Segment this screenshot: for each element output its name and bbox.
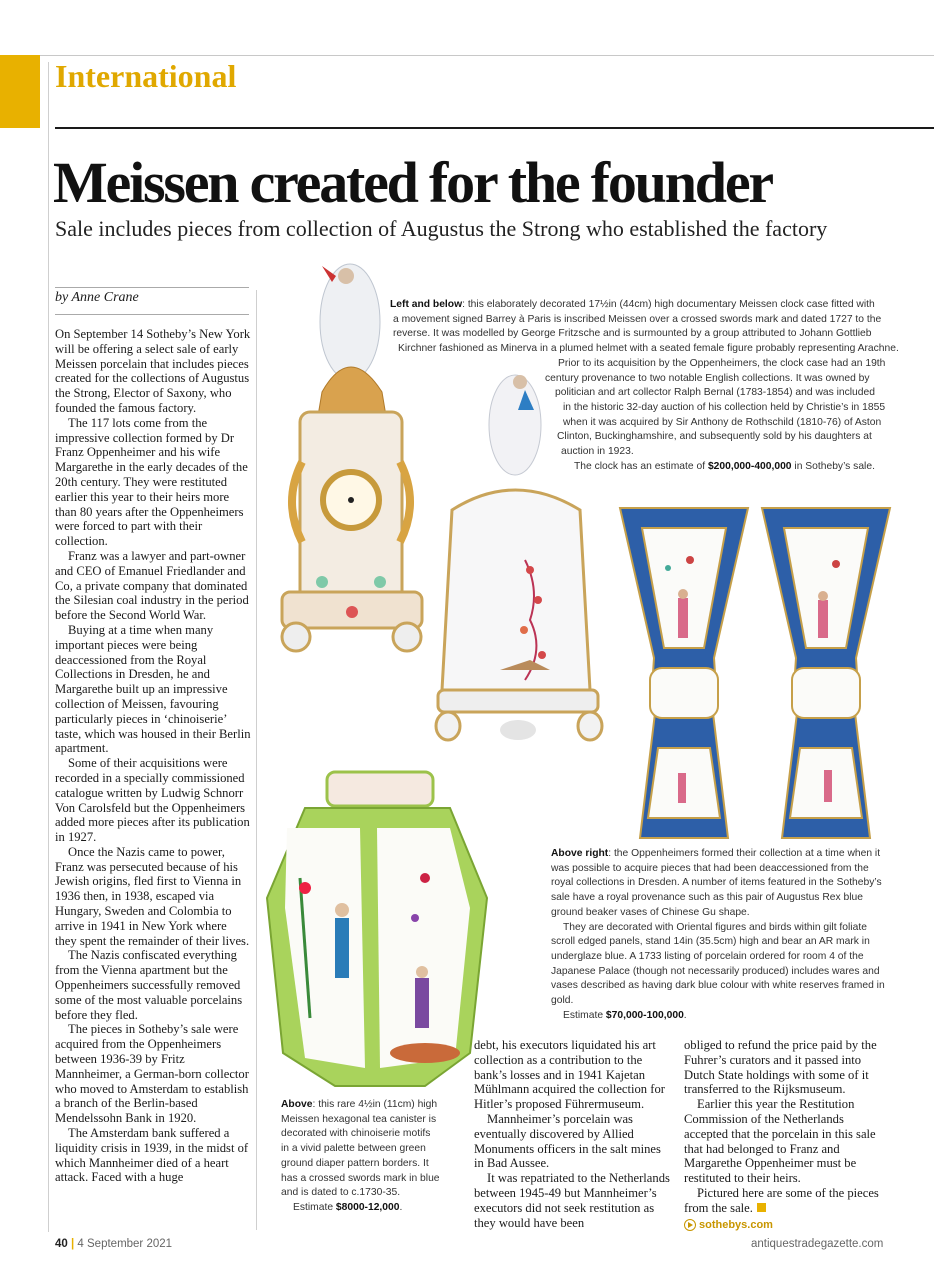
estimate-suffix: . xyxy=(399,1201,403,1213)
paragraph: On September 14 Sotheby’s New York will be offering a select sale of early Meissen porcelain that includes pieces created for the collections of Augustus the Strong, Elector of Saxony, who founded the famous factory. xyxy=(55,327,251,415)
paragraph: It was repatriated to the Netherlands between 1945-49 but Mannheimer’s executors did not seek restitution as they would have been xyxy=(474,1171,670,1230)
estimate-prefix: The clock has an estimate of xyxy=(574,460,708,472)
website-label: sothebys.com xyxy=(699,1218,773,1231)
standfirst: Sale includes pieces from collection of Augustus the Strong who established the factory xyxy=(55,216,828,241)
paragraph: The pieces in Sotheby’s sale were acquired from the Oppenheimers between 1936-39 by Fritz Mannheimer, a German-born collector who moved to Amsterdam to establish a branch of the Berlin-based Mendelssohn Bank in 1920. xyxy=(55,1022,249,1126)
closing-sentence: Pictured here are some of the pieces from the sale. xyxy=(684,1185,879,1215)
paragraph: Franz was a lawyer and part-owner and CEO of Emanuel Friedlander and Co, a private company that dominated the Silesian coal industry in the period before the Second World War. xyxy=(55,548,249,623)
page-title: Meissen created for the founder xyxy=(53,150,772,215)
caption-line: politician and art collector Ralph Bernal (1783-1854) and was included xyxy=(555,387,875,399)
byline-rule xyxy=(55,314,249,315)
website-link[interactable] xyxy=(684,1218,773,1233)
page-number: 40 xyxy=(55,1238,68,1250)
paragraph: Earlier this year the Restitution Commission of the Netherlands accepted that the porcelain in this sale that had belonged to Franz and Margarethe Oppenheimer must be restituted to their heirs. xyxy=(684,1097,876,1186)
caption-vases xyxy=(551,847,886,1023)
vase-right xyxy=(762,508,890,838)
caption-tea-canister xyxy=(281,1098,441,1216)
footer-left xyxy=(55,1238,172,1250)
paragraph: obliged to refund the price paid by the Fuhrer’s curators and it passed into Dutch State holdings with some of it transferred to the Rijksmuseum. xyxy=(684,1038,877,1097)
paragraph: Buying at a time when many important pieces were being deaccessioned from the Royal Collections in Dresden, he and Margarethe built up an impressive collection of Meissen, favouring particularly pieces in ‘chinoiserie’ taste, which was housed in their Berlin apartment. xyxy=(55,622,251,756)
column-rule xyxy=(256,290,257,1230)
paragraph: The 117 lots come from the impressive collection formed by Dr Franz Oppenheimer and his wife Margarethe in the early decades of the 20th century. They were restituted earlier this year to their heirs more than 80 years after the Oppenheimers were forced to part with their collection. xyxy=(55,415,248,549)
paragraph xyxy=(684,1186,880,1216)
caption-clock xyxy=(390,298,899,474)
byline: by Anne Crane xyxy=(55,290,139,305)
end-mark-icon xyxy=(757,1203,766,1212)
paragraph: Once the Nazis came to power, Franz was persecuted because of his Jewish origins, fled first to Vienna in 1936 then, in 1938, escaped via Hungary, Sweden and Colombia to arrive in 1941 in New York where they spent the remainder of their lives. xyxy=(55,844,250,948)
caption-label: Above xyxy=(281,1099,313,1110)
byline-rule xyxy=(55,287,249,288)
caption-line: auction in 1923. xyxy=(561,446,634,458)
caption-text: : the Oppenheimers formed their collection at a time when it was possible to acquire pieces that had been deaccessioned from the royal collections in Dresden. A number of items featured in the Sotheby’s sale have a royal provenance such as this pair of Augustus Rex blue ground beaker vases of Chinese Gu shape. xyxy=(551,848,882,918)
paragraph: Mannheimer’s porcelain was eventually discovered by Allied Monuments officers in the salt mines in Bad Aussee. xyxy=(474,1111,661,1171)
estimate-value: $200,000-400,000 xyxy=(707,460,792,472)
caption-label: Above right xyxy=(551,848,609,859)
caption-line: Clinton, Buckinghamshire, and subsequently sold by his daughters at xyxy=(557,431,872,443)
caption-line: a movement signed Barrey à Paris is inscribed Meissen over a crossed swords mark and dated 1727 to the xyxy=(393,313,882,325)
vase-left xyxy=(620,508,748,838)
caption-line: century provenance to two notable English collections. It was owned by xyxy=(545,372,870,384)
caption-line: reverse. It was modelled by George Fritzsche and is surmounted by a group attributed to Johann Gottlieb xyxy=(393,328,872,340)
article-column-3 xyxy=(684,1038,880,1235)
estimate-prefix: Estimate xyxy=(293,1201,336,1213)
header-rule xyxy=(55,127,934,129)
play-circle-icon xyxy=(684,1219,696,1231)
page-frame-rule xyxy=(48,62,49,1232)
caption-line: Kirchner fashioned as Minerva in a plumed helmet with a seated female figure probably representing Arachne. xyxy=(398,343,899,355)
estimate-value: $70,000-100,000 xyxy=(605,1009,684,1021)
caption-line: when it was acquired by Sir Anthony de Rothschild (1810-76) of Aston xyxy=(563,416,882,428)
caption-text: They are decorated with Oriental figures and birds within gilt foliate scroll edged panels, stand 14in (35.5cm) high and bear an AR mark in underglaze blue. A 1733 listing of porcelain ordered for room 4 of the Japanese Palace (though not necessarily produced) includes wares and vases described as having dark blue colour with white reserves framed in gold. xyxy=(551,921,885,1007)
article-column-1 xyxy=(55,327,251,1185)
caption-label: Left and below xyxy=(390,299,463,310)
caption-line: in the historic 32-day auction of his collection held by Christie’s in 1855 xyxy=(563,401,886,413)
issue-date: 4 September 2021 xyxy=(77,1238,173,1250)
tea-canister-photo xyxy=(265,768,490,1088)
caption-line: : this elaborately decorated 17½in (44cm) high documentary Meissen clock case fitted with xyxy=(462,299,875,310)
vase-pair-photo xyxy=(620,508,890,840)
section-label: International xyxy=(55,58,237,94)
estimate-suffix: in Sotheby’s sale. xyxy=(791,460,875,472)
caption-text: : this rare 4½in (11cm) high Meissen hexagonal tea canister is decorated with chinoiserie motifs in a vivid palette between green ground diaper pattern borders. It has a crossed swords mark in blue and is dated to c.1730-35. xyxy=(281,1099,440,1199)
caption-line: Prior to its acquisition by the Oppenheimers, the clock case had an 19th xyxy=(558,357,886,369)
footer-site: antiquestradegazette.com xyxy=(751,1238,884,1250)
paragraph: The Nazis confiscated everything from the Vienna apartment but the Oppenheimers successfully removed some of the most valuable porcelains before they fled. xyxy=(55,948,243,1022)
estimate-value: $8000-12,000 xyxy=(335,1201,400,1213)
paragraph: The Amsterdam bank suffered a liquidity crisis in 1939, in the midst of which Mannheimer died of a heart attack. Faced with a huge xyxy=(55,1126,249,1185)
footer-separator: | xyxy=(71,1238,75,1250)
article-column-2 xyxy=(474,1038,670,1230)
paragraph: debt, his executors liquidated his art collection as a contribution to the bank’s losses and in 1941 Kajetan Mühlmann acquired the collection for Hitler’s proposed Führermuseum. xyxy=(474,1038,665,1112)
estimate-suffix: . xyxy=(683,1009,687,1021)
paragraph: Some of their acquisitions were recorded in a specially commissioned catalogue written by Ludwig Schnorr Von Carolsfeld but the Oppenheimers added more pieces after its publication in 1927. xyxy=(55,756,250,845)
estimate-prefix: Estimate xyxy=(563,1009,606,1021)
section-color-tab xyxy=(0,55,40,128)
top-rule xyxy=(40,55,934,56)
